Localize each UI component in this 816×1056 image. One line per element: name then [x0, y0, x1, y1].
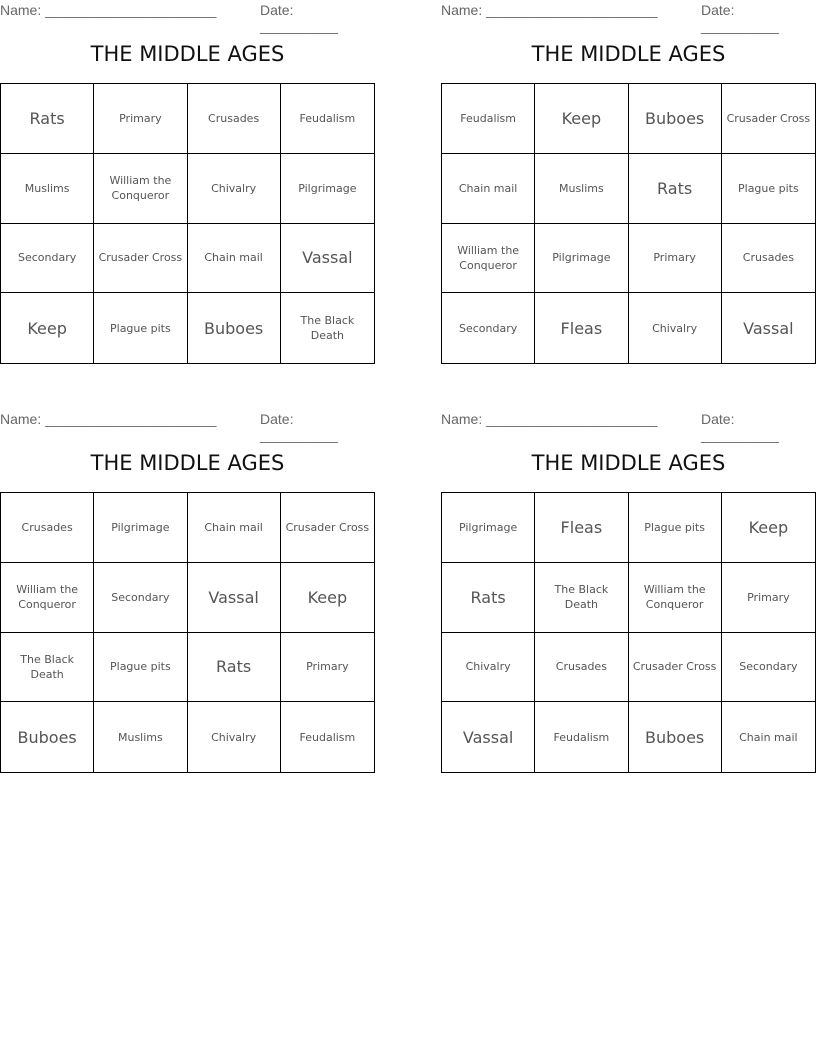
- bingo-cell: Keep: [281, 563, 374, 633]
- bingo-cell: Vassal: [281, 224, 374, 294]
- bingo-grid: [441, 492, 816, 773]
- bingo-cell: Primary: [722, 563, 815, 633]
- bingo-cell: Rats: [442, 563, 535, 633]
- header-fields: [0, 2, 375, 34]
- bingo-grid: [441, 83, 816, 364]
- bingo-cell: Pilgrimage: [535, 224, 628, 294]
- bingo-cell: Secondary: [94, 563, 187, 633]
- bingo-cell: Crusader Cross: [629, 633, 722, 703]
- bingo-cell: Crusades: [535, 633, 628, 703]
- bingo-cell: The Black Death: [535, 563, 628, 633]
- date-field: Date: __________: [701, 2, 779, 34]
- bingo-cell: Rats: [1, 84, 94, 154]
- bingo-cell: Secondary: [442, 293, 535, 363]
- bingo-cell: The Black Death: [1, 633, 94, 703]
- bingo-cell: Plague pits: [629, 493, 722, 563]
- bingo-card: [0, 0, 375, 380]
- bingo-cell: Rats: [188, 633, 281, 703]
- bingo-cell: Feudalism: [535, 702, 628, 772]
- header-fields: [441, 411, 816, 443]
- bingo-cell: Pilgrimage: [94, 493, 187, 563]
- bingo-cell: William the Conqueror: [442, 224, 535, 294]
- bingo-cell: Vassal: [188, 563, 281, 633]
- bingo-cell: Keep: [535, 84, 628, 154]
- card-title: THE MIDDLE AGES: [531, 42, 726, 66]
- bingo-cell: William the Conqueror: [629, 563, 722, 633]
- bingo-cell: Chain mail: [442, 154, 535, 224]
- name-field: Name: ______________________: [0, 2, 217, 18]
- bingo-cell: William the Conqueror: [1, 563, 94, 633]
- bingo-cell: Feudalism: [442, 84, 535, 154]
- bingo-cell: Buboes: [629, 702, 722, 772]
- bingo-cell: Chivalry: [629, 293, 722, 363]
- bingo-cell: Primary: [629, 224, 722, 294]
- bingo-cell: Feudalism: [281, 84, 374, 154]
- bingo-cell: Secondary: [1, 224, 94, 294]
- name-field: Name: ______________________: [441, 411, 658, 427]
- bingo-cell: Muslims: [535, 154, 628, 224]
- card-title: THE MIDDLE AGES: [531, 451, 726, 475]
- bingo-cell: Chain mail: [188, 224, 281, 294]
- bingo-cell: Plague pits: [94, 633, 187, 703]
- date-field: Date: __________: [260, 2, 338, 34]
- bingo-cell: Crusades: [1, 493, 94, 563]
- bingo-card: [0, 409, 375, 789]
- bingo-cell: Feudalism: [299, 730, 356, 744]
- bingo-cell: Keep: [722, 493, 815, 563]
- bingo-cell: Buboes: [188, 293, 281, 363]
- bingo-cell: Fleas: [535, 493, 628, 563]
- bingo-cell: Chain mail: [739, 730, 798, 744]
- bingo-cell: Fleas: [535, 293, 628, 363]
- bingo-cell: Secondary: [722, 633, 815, 703]
- bingo-cell: William the Conqueror: [94, 154, 187, 224]
- bingo-cell: Chain mail: [188, 493, 281, 563]
- name-field: Name: ______________________: [441, 2, 658, 18]
- bingo-cell: Plague pits: [94, 293, 187, 363]
- bingo-cell: Buboes: [629, 84, 722, 154]
- bingo-cell: Muslims: [1, 154, 94, 224]
- header-fields: [0, 411, 375, 443]
- bingo-grid: [0, 83, 375, 364]
- bingo-cell: Crusades: [188, 84, 281, 154]
- bingo-cell: Crusader Cross: [722, 84, 815, 154]
- bingo-cell: Primary: [94, 84, 187, 154]
- date-field: Date: __________: [701, 411, 779, 443]
- bingo-grid: [0, 492, 375, 773]
- bingo-cell: Muslims: [94, 702, 187, 772]
- bingo-cell: Rats: [629, 154, 722, 224]
- name-field: Name: ______________________: [0, 411, 217, 427]
- bingo-cell: Vassal: [442, 702, 535, 772]
- bingo-cell: Vassal: [743, 318, 794, 338]
- bingo-card: [441, 0, 816, 380]
- bingo-cell: Crusades: [722, 224, 815, 294]
- card-title: THE MIDDLE AGES: [90, 42, 285, 66]
- bingo-cell: Pilgrimage: [442, 493, 535, 563]
- bingo-cell: Buboes: [1, 702, 94, 772]
- bingo-cell: The Black Death: [300, 314, 355, 343]
- bingo-cell: Keep: [1, 293, 94, 363]
- bingo-cell: Chivalry: [442, 633, 535, 703]
- bingo-cell: Pilgrimage: [281, 154, 374, 224]
- bingo-cell: Chivalry: [188, 154, 281, 224]
- bingo-card: [441, 409, 816, 789]
- date-field: Date: __________: [260, 411, 338, 443]
- bingo-cell: Crusader Cross: [94, 224, 187, 294]
- bingo-cell: Primary: [281, 633, 374, 703]
- header-fields: [441, 2, 816, 34]
- bingo-cell: Crusader Cross: [281, 493, 374, 563]
- card-title: THE MIDDLE AGES: [90, 451, 285, 475]
- bingo-cell: Chivalry: [188, 702, 281, 772]
- bingo-cell: Plague pits: [722, 154, 815, 224]
